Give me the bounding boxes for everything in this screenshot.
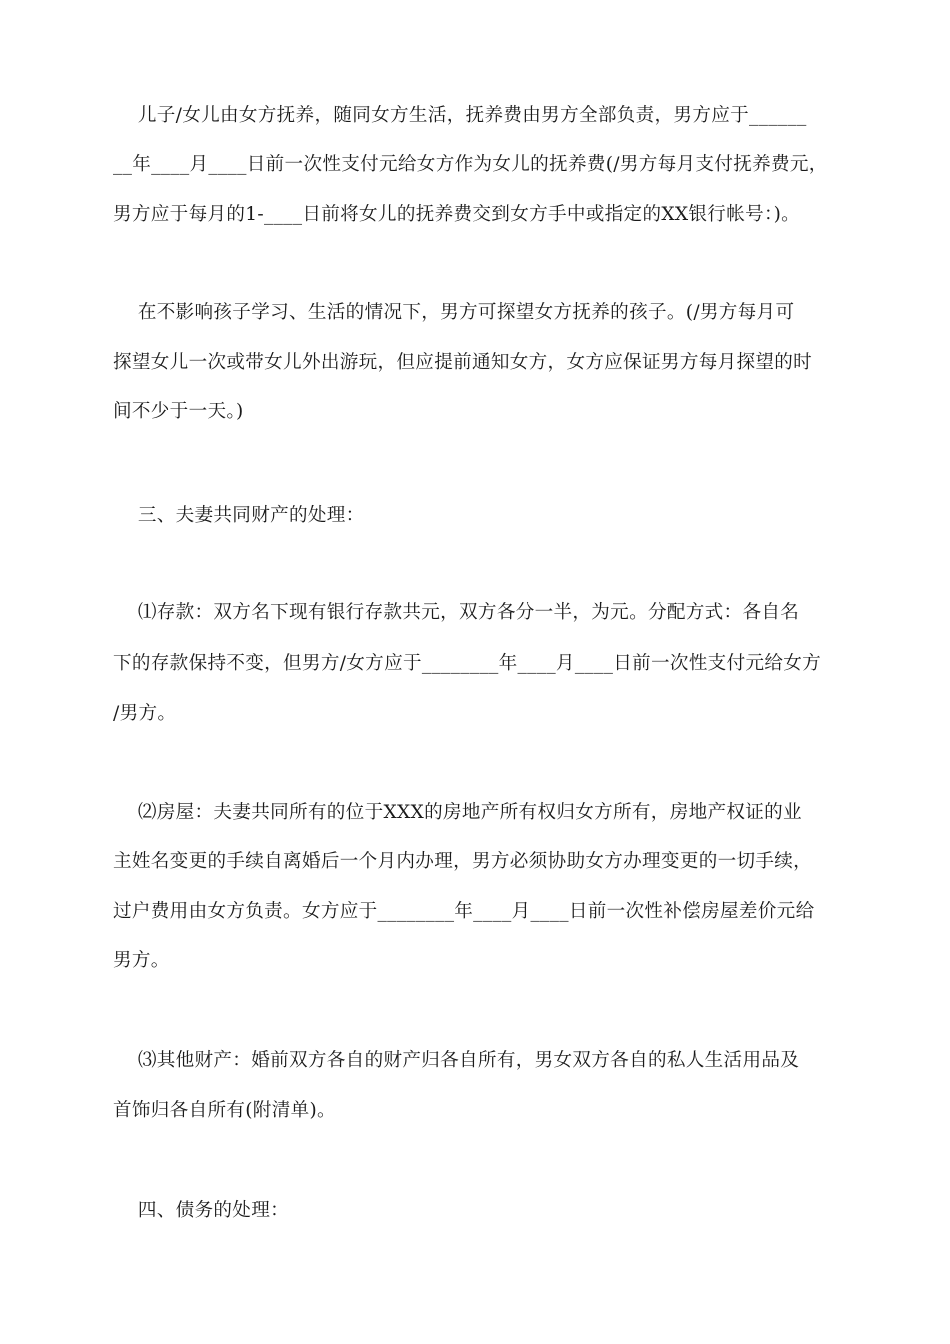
paragraph-line: 儿子/女儿由女方抚养，随同女方生活，抚养费由男方全部负责，男方应于______	[113, 105, 807, 126]
paragraph-line: 男方。	[113, 950, 170, 971]
section-heading: 四、债务的处理：	[113, 1200, 289, 1221]
paragraph-line: 间不少于一天。)	[113, 401, 244, 422]
section-heading: 三、夫妻共同财产的处理：	[113, 505, 365, 526]
paragraph-line: 男方应于每月的1-____日前将女儿的抚养费交到女方手中或指定的XX银行帐号：)。	[113, 204, 801, 225]
paragraph-line: 过户费用由女方负责。女方应于________年____月____日前一次性补偿房屋差价元给	[113, 901, 815, 922]
paragraph-line: ⑶其他财产：婚前双方各自的财产归各自所有，男女双方各自的私人生活用品及	[113, 1050, 800, 1071]
paragraph-line: ⑵房屋：夫妻共同所有的位于XXX的房地产所有权归女方所有，房地产权证的业	[113, 802, 802, 823]
paragraph-line: 探望女儿一次或带女儿外出游玩，但应提前通知女方，女方应保证男方每月探望的时	[113, 352, 813, 373]
paragraph-line: /男方。	[113, 703, 177, 724]
paragraph-line: 主姓名变更的手续自离婚后一个月内办理，男方必须协助女方办理变更的一切手续，	[113, 851, 813, 872]
paragraph-line: 在不影响孩子学习、生活的情况下，男方可探望女方抚养的孩子。(/男方每月可	[113, 302, 795, 323]
paragraph-line: __年____月____日前一次性支付元给女方作为女儿的抚养费(/男方每月支付抚养费元，	[113, 154, 828, 175]
paragraph-line: 下的存款保持不变，但男方/女方应于________年____月____日前一次性支付元给女方	[113, 653, 822, 674]
paragraph-line: ⑴存款：双方名下现有银行存款共元，双方各分一半，为元。分配方式：各自名	[113, 602, 800, 623]
paragraph-line: 首饰归各自所有(附清单)。	[113, 1100, 336, 1121]
